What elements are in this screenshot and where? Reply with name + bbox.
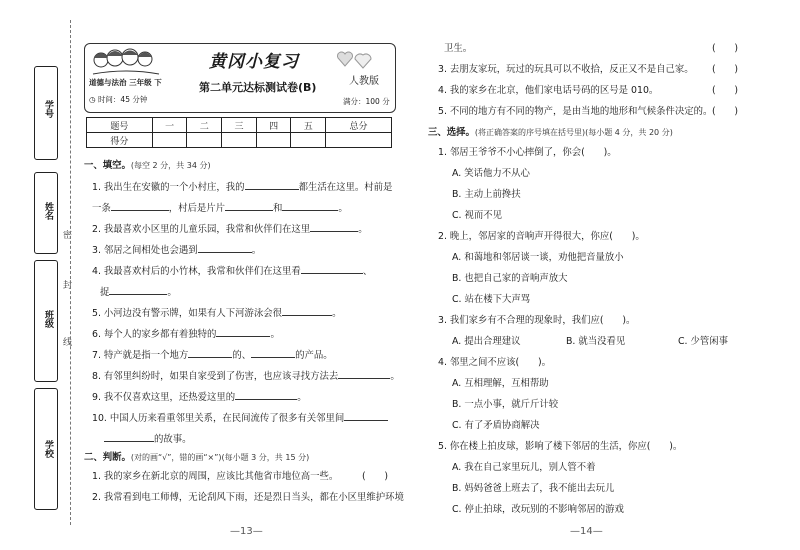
question-text: 的故事。 [154,434,192,445]
question-fill-2 [92,222,368,236]
question-judge-1 [92,471,338,483]
page-number-text: 13 [240,526,253,537]
option-c[interactable]: C. 视而不见 [452,210,503,221]
exam-time [89,94,147,105]
score-header-cell: 二 [187,118,222,133]
question-fill-1 [92,180,392,194]
score-input-cell[interactable] [256,133,291,148]
option-c[interactable]: C. 少管闲事 [678,336,729,347]
score-input-cell[interactable] [152,133,187,148]
answer-blank[interactable] [216,327,270,337]
question-judge-4 [438,85,658,97]
question-text: 5. 不同的地方有不同的物产，是由当地的地形和气候条件决定的。 [438,106,713,117]
question-fill-8 [92,369,400,383]
page-number-right: —14— [570,526,603,537]
clock-icon: ◷ [89,95,96,104]
answer-blank[interactable] [251,348,295,358]
question-judge-2-cont [444,43,472,55]
option-a[interactable]: A. 提出合理建议 [452,336,521,347]
question-text: 9. 我不仅喜欢这里，还热爱这里的 [92,392,236,403]
option-c[interactable]: C. 停止拍球，改玩别的不影响邻居的游戏 [452,504,624,515]
answer-blank[interactable] [225,201,273,211]
question-text: 一条 [92,203,111,214]
question-choice-2: 2. 晚上，邻居家的音响声开得很大，你应( )。 [438,231,645,242]
question-text: 。 [332,308,342,319]
section-choice [428,127,673,139]
score-header-cell: 一 [152,118,187,133]
question-text: 4. 我最喜欢村后的小竹林，我常和伙伴们在这里看 [92,266,301,277]
hearts-icon [335,50,375,70]
question-fill-3 [92,243,261,257]
question-text: ，村后是片片 [168,203,226,214]
answer-parens[interactable]: ( ) [362,471,389,482]
question-text: 、 [362,266,373,277]
question-text: 1. 我的家乡在新北京的周围，应该比其他省市地位高一些。 [92,471,339,482]
page-number-left: —13— [230,526,263,537]
question-text: 5. 小河边没有警示牌，如果有人下河游泳会很 [92,308,283,319]
question-text: 的、 [232,350,252,361]
score-header-cell: 总分 [326,118,392,133]
answer-blank[interactable] [282,306,332,316]
option-a[interactable]: A. 我在自己家里玩儿，别人管不着 [452,462,596,473]
section-title: 一、填空。 [84,160,131,171]
answer-blank[interactable] [338,369,390,379]
question-text: 10. 中国人历来看重邻里关系，在民间流传了很多有关邻里间 [92,413,345,424]
full-score: 满分：100 分 [343,97,390,106]
kids-illustration-icon [91,46,161,76]
option-c[interactable]: C. 有了矛盾协商解决 [452,420,540,431]
question-text: 。 [167,287,177,298]
question-judge-3 [438,64,694,76]
question-fill-6 [92,327,280,341]
subject-grade: 道德与法治 三年级 下 [89,78,162,87]
question-choice-5: 5. 你在楼上拍皮球，影响了楼下邻居的生活，你应( )。 [438,441,683,452]
school-label: 学校 [43,440,53,458]
question-text: 。 [338,203,348,214]
score-table-header-row [87,118,392,133]
question-text: 3. 邻居之间相处也会遇到 [92,245,198,256]
question-choice-3: 3. 我们家乡有不合理的现象时，我们应( )。 [438,315,636,326]
edition-label: 人教版 [349,76,379,87]
question-fill-5 [92,306,341,320]
question-fill-4 [92,264,372,278]
question-text: 。 [390,371,400,382]
answer-blank[interactable] [310,222,358,232]
question-fill-7 [92,348,333,362]
cut-line [70,20,71,525]
answer-parens[interactable]: ( ) [712,85,739,96]
brand-logo: 黄冈小复习 [209,52,299,72]
answer-blank[interactable] [188,348,232,358]
question-text: 都生活在这里。村前是 [298,182,393,193]
question-fill-1-cont [92,201,348,215]
score-header-cell: 四 [256,118,291,133]
page-number-text: 14 [580,526,593,537]
option-a[interactable]: A. 互相理解，互相帮助 [452,378,549,389]
answer-blank[interactable] [344,411,388,421]
question-text: 。 [270,329,280,340]
binding-sidebar [0,0,78,550]
question-text: 6. 每个人的家乡都有着独特的 [92,329,217,340]
answer-blank[interactable] [235,390,297,400]
answer-blank[interactable] [109,285,167,295]
section-note: (对的画“√”，错的画“×”)(每小题 3 分，共 15 分) [130,453,310,462]
answer-blank[interactable] [301,264,363,274]
student-name-label: 姓名 [43,202,53,220]
score-table-score-row [87,133,392,148]
question-text: 1. 我出生在安徽的一个小村庄，我的 [92,182,245,193]
score-header-cell: 三 [222,118,257,133]
answer-blank[interactable] [245,180,299,190]
answer-parens[interactable]: ( ) [712,106,739,117]
answer-parens[interactable]: ( ) [712,64,739,75]
question-choice-4: 4. 邻里之间不应该( )。 [438,357,551,368]
question-fill-10 [92,411,388,425]
section-note: (每空 2 分，共 34 分) [130,161,211,170]
header-banner [84,43,396,113]
question-choice-1: 1. 邻居王爷爷不小心摔倒了，你会( )。 [438,147,617,158]
answer-blank[interactable] [198,243,252,253]
score-header-cell: 五 [291,118,326,133]
score-input-cell[interactable] [187,133,222,148]
question-judge-5 [438,106,712,118]
option-a[interactable]: A. 和蔼地和邻居谈一谈，劝他把音量放小 [452,252,624,263]
question-text: 和 [273,203,283,214]
student-id-label: 学号 [43,100,53,118]
option-b[interactable]: B. 妈妈爸爸上班去了，我不能出去玩儿 [452,483,615,494]
question-text: 。 [358,224,368,235]
class-label: 班级 [43,310,53,328]
score-row-label: 得分 [87,133,153,148]
section-note: (将正确答案的序号填在括号里)(每小题 4 分，共 20 分) [474,128,673,137]
question-text: 2. 我最喜欢小区里的儿童乐园，我常和伙伴们在这里 [92,224,311,235]
score-input-cell[interactable] [326,133,392,148]
score-input-cell[interactable] [291,133,326,148]
question-text: 。 [297,392,307,403]
section-fill-in [84,160,211,172]
score-table [86,117,392,148]
question-fill-10-cont [104,432,192,446]
question-text: 2. 我常看到电工师傅，无论刮风下雨，还是烈日当头，都在小区里维护环境 [92,492,404,503]
option-b[interactable]: B. 主动上前搀扶 [452,189,521,200]
section-true-false [84,452,309,464]
cut-char-feng: 封 [63,281,73,291]
cut-char-mi: 密 [63,231,73,241]
question-text: 3. 去朋友家玩，玩过的玩具可以不收拾，反正又不是自己家。 [438,64,694,75]
question-text: 的产品。 [295,350,333,361]
question-text: 。 [251,245,262,256]
question-text: 卫生。 [444,43,473,54]
score-header-cell: 题号 [87,118,153,133]
option-a[interactable]: A. 笑话他力不从心 [452,168,530,179]
option-b[interactable]: B. 就当没看见 [566,336,626,347]
question-judge-2 [92,492,404,504]
score-input-cell[interactable] [222,133,257,148]
question-text: 捉 [100,287,110,298]
exam-title: 第二单元达标测试卷(B) [199,81,317,94]
exam-time-text: 时间：45 分钟 [97,95,148,104]
question-text: 4. 我的家乡在北京，他们家电话号码的区号是 010。 [438,85,659,96]
answer-parens[interactable]: ( ) [712,43,739,54]
option-b[interactable]: B. 一点小事，就斤斤计较 [452,399,559,410]
option-b[interactable]: B. 也把自己家的音响声放大 [452,273,568,284]
question-text: 7. 特产就是指一个地方 [92,350,189,361]
answer-blank[interactable] [282,201,338,211]
answer-blank[interactable] [111,201,169,211]
cut-char-xian: 线 [63,338,73,348]
option-c[interactable]: C. 站在楼下大声骂 [452,294,531,305]
question-fill-4-cont [100,285,177,299]
question-fill-9 [92,390,307,404]
section-title: 二、判断。 [84,452,131,463]
answer-blank[interactable] [104,432,154,442]
section-title: 三、选择。 [428,127,475,138]
question-text: 8. 有邻里纠纷时，如果自家受到了伤害，也应该寻找方法去 [92,371,339,382]
